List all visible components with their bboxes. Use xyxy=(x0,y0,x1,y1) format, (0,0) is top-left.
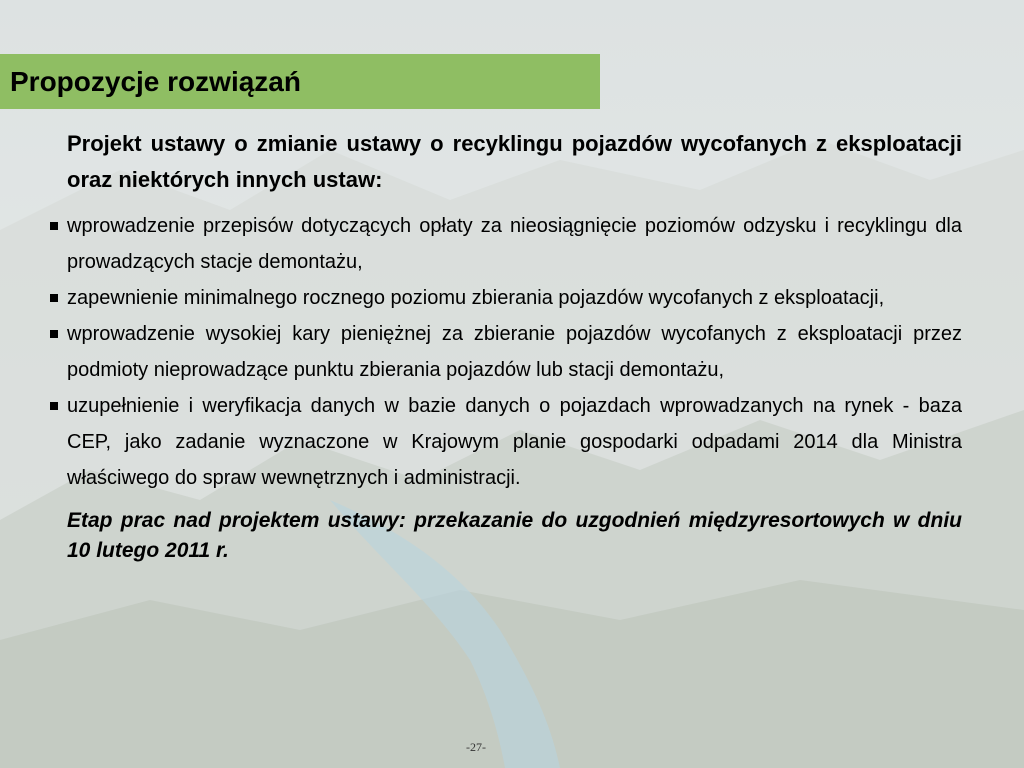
bullet-list xyxy=(50,208,962,496)
bullet-square-icon xyxy=(50,330,58,338)
bullet-text: uzupełnienie i weryfikacja danych w bazie danych o pojazdach wprowadzanych na rynek - baza CEP, jako zadanie wyznaczone w Krajowym planie gospodarki odpadami 2014 dla Ministra właściwego do spraw wewnętrznych i administracji. xyxy=(67,395,962,489)
bullet-text: zapewnienie minimalnego rocznego poziomu zbierania pojazdów wycofanych z eksploatacji, xyxy=(67,287,885,309)
bullet-item xyxy=(50,388,962,496)
bullet-item xyxy=(50,280,962,316)
bullet-item xyxy=(50,316,962,388)
slide-heading: Projekt ustawy o zmianie ustawy o recyklingu pojazdów wycofanych z eksploatacji oraz niektórych innych ustaw: xyxy=(67,131,962,192)
slide-content xyxy=(50,126,962,566)
bullet-item xyxy=(50,208,962,280)
bullet-text: wprowadzenie wysokiej kary pieniężnej za zbieranie pojazdów wycofanych z eksploatacji przez podmioty nieprowadzące punktu zbierania pojazdów lub stacji demontażu, xyxy=(67,323,962,381)
title-bar xyxy=(0,54,600,109)
bullet-text: wprowadzenie przepisów dotyczących opłaty za nieosiągnięcie poziomów odzysku i recyklingu dla prowadzących stacje demontażu, xyxy=(67,215,962,273)
bullet-square-icon xyxy=(50,222,58,230)
stage-note: Etap prac nad projektem ustawy: przekazanie do uzgodnień międzyresortowych w dniu 10 lutego 2011 r. xyxy=(67,509,962,562)
bullet-square-icon xyxy=(50,294,58,302)
page-number: -27- xyxy=(466,740,486,754)
bullet-square-icon xyxy=(50,402,58,410)
slide-title: Propozycje rozwiązań xyxy=(10,66,301,97)
